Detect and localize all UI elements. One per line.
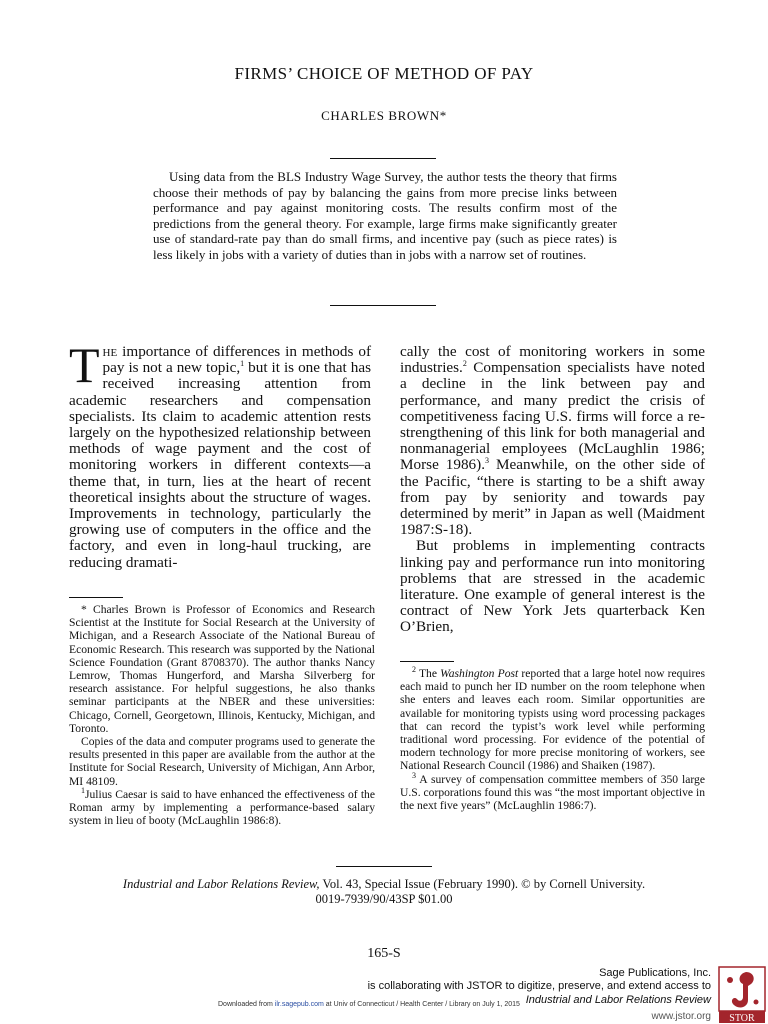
page-number: 165-S <box>367 946 401 961</box>
footnote-ref[interactable]: 1 <box>240 359 245 369</box>
footnote-1: $^1$Julius Caesar is said to have enhanced the effectiveness of the Roman army by implementing a performance-based salary system in lieu of booty (McLaughlin 1986:8). <box>69 785 375 828</box>
footnote-ref[interactable]: 2 <box>462 359 467 369</box>
body-paragraph: But problems in implementing contracts linking pay and performance run into monitoring problems that are stressed in the academic literature. One example of general interest is the contract of New York Jets quarterback Ken O’Brien, <box>400 537 705 636</box>
jstor-url[interactable]: www.jstor.org <box>651 1011 711 1022</box>
issn: 0019-7939/90/43SP $01.00 <box>315 892 453 906</box>
footnote-mark: 3 <box>412 770 416 780</box>
body-column-right <box>400 344 705 636</box>
footnote-divider-right <box>400 661 454 662</box>
body-column-left <box>69 337 371 571</box>
footnote-mark: 2 <box>412 665 416 675</box>
author-footnote: * Charles Brown is Professor of Economics and Research Scientist at the Institute for Social Research at the University of Michigan, and a Research Associate of the National Bureau of Economic Research. This research was supported by the National Science Foundation (Grant 8708370). The author thanks Nancy Lemrow, Thomas Hungerford, and Marsha Silverberg for research assistance. For helpful suggestions, he also thanks seminar participants at the NBER and these universities: Chicago, Cornell, Georgetown, Illinois, Kentucky, Michigan, and Toronto. <box>69 603 375 735</box>
body-text: importance of differences in methods of pay is not a new topic, <box>102 343 371 377</box>
body-text: Meanwhile, on the other side of the Pacific, “there is starting to be a shift away from pay by seniority and towards pay determined by merit” in Japan as well (Maidment 1987:S-18). <box>400 456 705 539</box>
journal-citation: Industrial and Labor Relations Review, Vol. 43, Special Issue (February 1990). © by Cornell University. 0019-7939/90/43SP $01.00 <box>0 877 768 907</box>
footnotes-left <box>69 603 375 827</box>
lead-in: he <box>102 343 118 360</box>
jstor-logo-text: STOR <box>729 1013 755 1024</box>
footnotes-right <box>400 667 705 812</box>
body-text: cally the cost of monitoring workers in some industries. <box>400 343 705 377</box>
download-link[interactable]: ilr.sagepub.com <box>274 1001 324 1008</box>
publisher-credit: Sage Publications, Inc. <box>599 967 711 979</box>
divider-bottom <box>330 305 436 306</box>
jstor-collaboration-note: is collaborating with JSTOR to digitize, preserve, and extend access to <box>367 980 711 992</box>
footnote-ref[interactable]: 3 <box>485 456 490 466</box>
journal-name: Industrial and Labor Relations Review, <box>122 877 320 891</box>
divider-top <box>330 158 436 159</box>
abstract: Using data from the BLS Industry Wage Survey, the author tests the theory that firms choose their methods of pay by balancing the gains from more precise links between performance and pay against monitoring costs. The results confirm most of the predictions from the general theory. For example, large firms make significantly greater use of standard-rate pay than do small firms, and incentive pay (such as piece rates) is less likely in jobs with a variety of duties than in jobs with a narrow set of routines. <box>153 169 617 262</box>
article-title: FIRMS’ CHOICE OF METHOD OF PAY <box>234 64 534 83</box>
data-availability-note: Copies of the data and computer programs used to generate the results presented in this paper are available from the author at the Institute for Social Research, University of Michigan, Ann Arbor, MI 48109. <box>69 735 375 788</box>
body-text: but it is one that has received increasing attention from academic researchers and compensation specialists. Its claim to academic attention rests largely on the hypothesized relationship between methods of wage payment and the cost of monitoring workers in different contexts—a theme that, in turn, lies at the heart of recent theoretical insights about the structure of wages. Improvements in technology, particularly the growing use of computers in the office and the factory, and even in long-haul trucking, are reducing dramati- <box>69 359 371 571</box>
footnote-2: $^2$ The Washington Post reported that a large hotel now requires each maid to punch her ID number on the room telephone when she enters and leaves each room. Similar opportunities are available for monitoring typists using word processing packages that can record the typist’s work level while performing traditional word processing. For evidence of the potential of modern technology for more precise monitoring of workers, see National Research Council (1986) and Shaiken (1987). <box>400 665 705 773</box>
divider-journal <box>336 866 432 867</box>
download-notice: Downloaded from ilr.sagepub.com at Univ of Connecticut / Health Center / Library on July 1, 2015 <box>218 1001 520 1008</box>
jstor-logo-icon <box>718 966 766 1024</box>
body-text: Compensation specialists have noted a decline in the link between pay and performance, and many predict the crisis of competitiveness facing U.S. firms will force a re-strengthening of this link for both managerial and nonmanagerial employees (McLaughlin 1986; Morse 1986). <box>400 359 705 474</box>
publication-name: Washington Post <box>440 667 519 680</box>
author-name: CHARLES BROWN* <box>321 108 447 123</box>
drop-cap: T <box>69 337 100 393</box>
journal-credit: Industrial and Labor Relations Review <box>525 994 711 1006</box>
footnote-divider-left <box>69 597 123 598</box>
footnote-3: $^3$ A survey of compensation committee members of 350 large U.S. corporations found this was “the most important objective in the next five years” (McLaughlin 1986:7). <box>400 770 705 813</box>
footnote-mark: 1 <box>81 785 85 795</box>
